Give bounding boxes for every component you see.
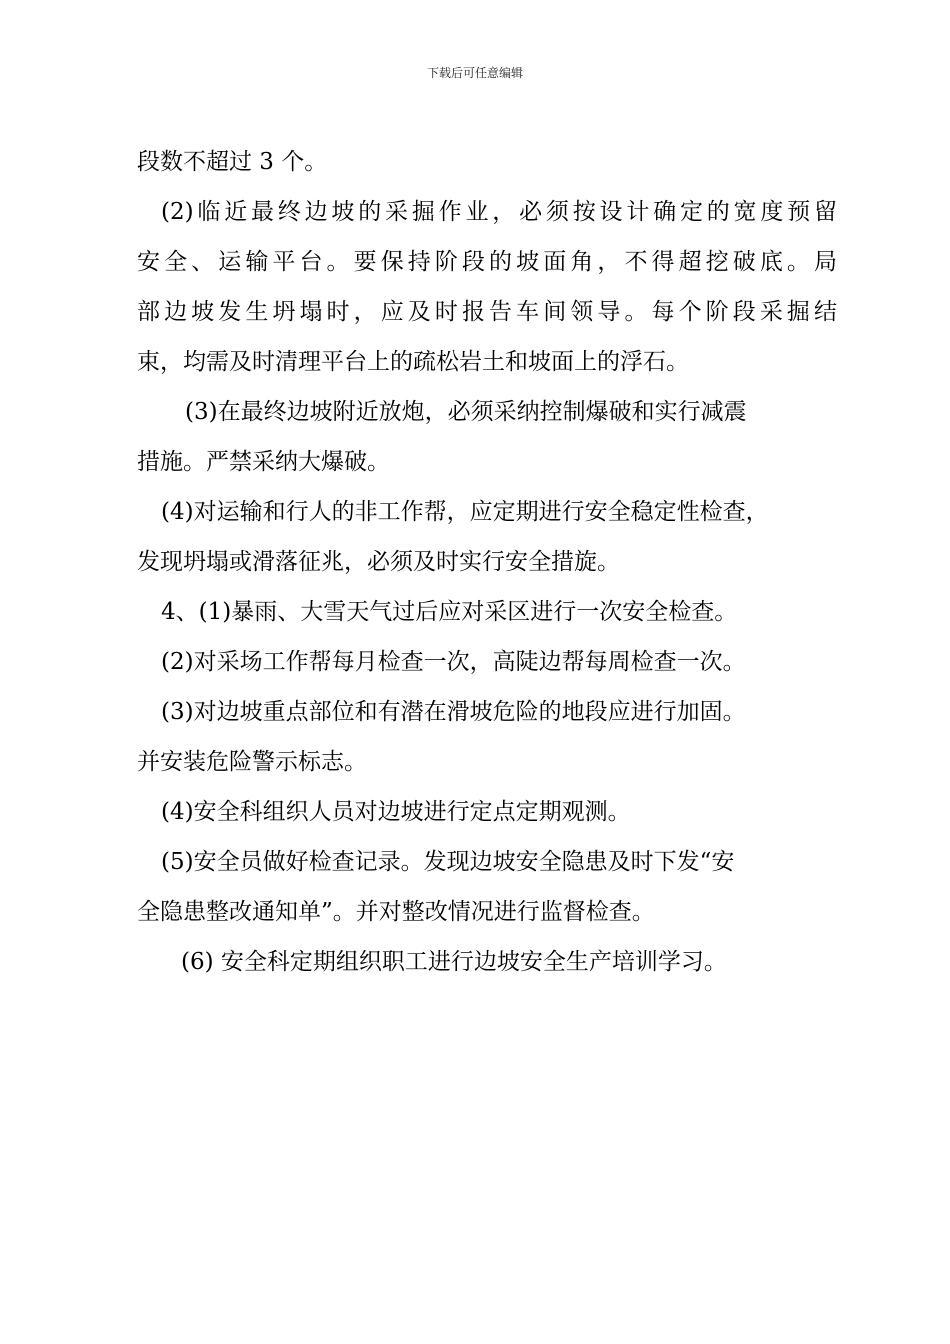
text-line: 措施。严禁采纳大爆破。 xyxy=(137,449,390,475)
text-line: 全隐患整改通知单”。并对整改情况进行监督检查。 xyxy=(137,899,655,925)
page-header: 下载后可任意编辑 xyxy=(426,66,523,80)
text-line: (2)对采场工作帮每月检查一次，高陡边帮每周检查一次。 xyxy=(161,649,746,675)
text-line: (5)安全员做好检查记录。发现边坡安全隐患及时下发“安 xyxy=(161,849,735,875)
text-line: 发现坍塌或滑落征兆，必须及时实行安全措旋。 xyxy=(137,549,620,575)
text-line: 4、(1)暴雨、大雪天气过后应对采区进行一次安全检查。 xyxy=(161,599,738,625)
text-line: (3)在最终边坡附近放炮，必须采纳控制爆破和实行减震 xyxy=(185,399,747,425)
text-line: (4)对运输和行人的非工作帮，应定期进行安全稳定性检查， xyxy=(161,499,769,525)
text-line: 并安装危险警示标志。 xyxy=(137,749,367,775)
text-line: 安全、运输平台。要保持阶段的坡面角，不得超挖破底。局 xyxy=(137,249,837,275)
text-line: 部边坡发生坍塌时，应及时报告车间领导。每个阶段采掘结 xyxy=(137,299,837,325)
text-line: (3)对边坡重点部位和有潜在滑坡危险的地段应进行加固。 xyxy=(161,699,746,725)
text-line: (4)安全科组织人员对边坡进行定点定期观测。 xyxy=(161,799,631,825)
text-line: 束，均需及时清理平台上的疏松岩土和坡面上的浮石。 xyxy=(137,349,689,375)
text-line: 段数不超过 3 个。 xyxy=(137,149,328,175)
text-line: (2)临近最终边坡的采掘作业，必须按设计确定的宽度预留 xyxy=(161,199,837,225)
document-body xyxy=(137,137,837,987)
text-line: (6) 安全科定期组织职工进行边坡安全生产培训学习。 xyxy=(181,949,727,975)
